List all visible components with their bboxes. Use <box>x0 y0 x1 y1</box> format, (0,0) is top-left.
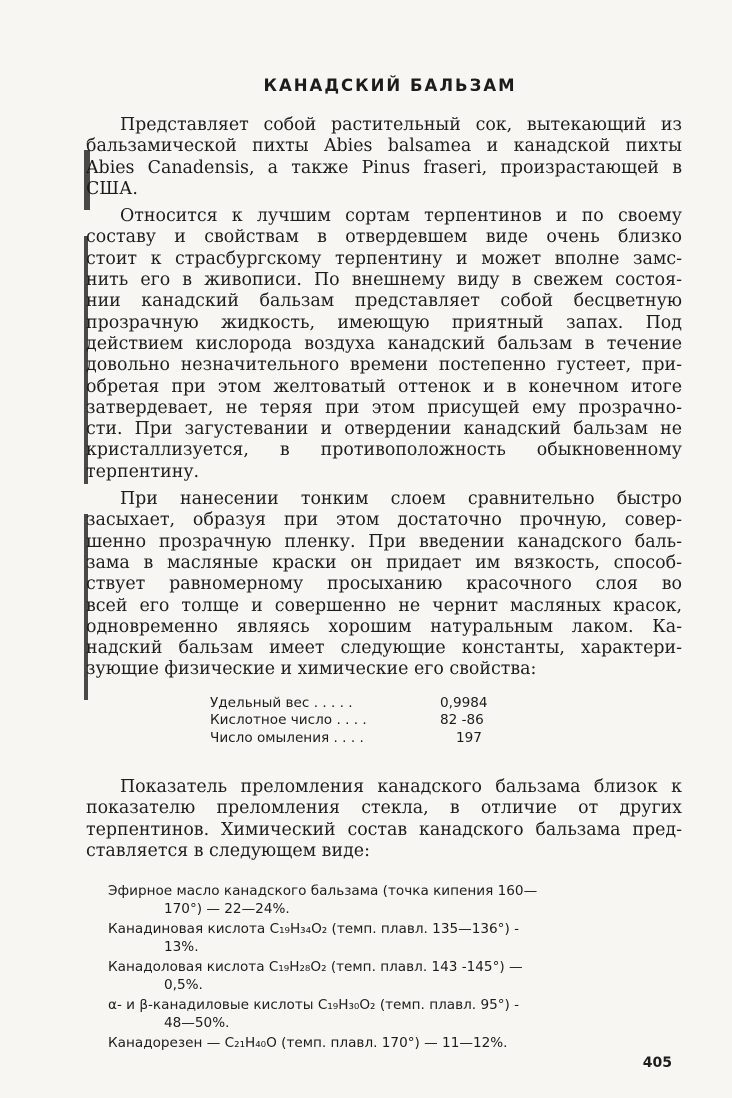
text-line: Относится к лучшим сортам терпентинов и по своему <box>120 206 682 227</box>
text-line: терпентинов. Химический состав канадского бальзама пред- <box>86 819 682 840</box>
composition-line: Канадиновая кислота C₁₉H₃₄O₂ (темп. плавл. 135—136°) - <box>108 921 519 938</box>
composition-line: α- и β-канадиловые кислоты C₁₉H₃₀O₂ (темп. плавл. 95°) - <box>108 997 520 1014</box>
text-line: Abies Canadensis, а также Pinus fraseri, произрастающей в <box>86 157 682 178</box>
text-line: зама в масляные краски он придает им вязкость, способ- <box>86 552 682 573</box>
paragraph-3 <box>86 489 682 681</box>
text-line: Показатель преломления канадского бальзама близок к <box>120 776 682 797</box>
composition-item <box>108 996 628 1032</box>
composition-line: Канадорезен — C₂₁H₄₀O (темп. плавл. 170°) — 11—12%. <box>108 1035 508 1052</box>
page-number: 405 <box>642 1055 672 1071</box>
text-line: засыхает, образуя при этом достаточно прочную, совер- <box>86 510 682 531</box>
constant-name: Удельный вес . . . . . <box>210 694 353 711</box>
text-line: прозрачную жидкость, имеющую приятный запах. Под <box>86 312 682 333</box>
constant-row <box>210 730 682 747</box>
page-title: КАНАДСКИЙ БАЛЬЗАМ <box>263 76 517 95</box>
composition-item <box>108 958 628 994</box>
constants-table <box>210 695 682 747</box>
constant-name: Число омыления . . . . <box>210 729 364 746</box>
composition-line: Канадоловая кислота C₁₉H₂₈O₂ (темп. плавл. 143 -145°) — <box>108 959 523 976</box>
text-line: При нанесении тонким слоем сравнительно быстро <box>120 489 682 510</box>
text-line: стоит к страсбургскому терпентину и может вполне замс- <box>86 248 682 269</box>
text-line: терпентину. <box>86 461 200 482</box>
composition-item <box>108 920 628 956</box>
text-line: шенно прозрачную пленку. При введении канадского баль- <box>86 531 682 552</box>
text-line: ствует равномерному просыханию красочного слоя во <box>86 574 682 595</box>
constant-value: 197 <box>456 729 482 746</box>
constant-value: 0,9984 <box>440 694 488 711</box>
text-line: нить его в живописи. По внешнему виду в свежем состоя- <box>86 270 682 291</box>
composition-line-cont: 13%. <box>164 939 199 956</box>
text-line: США. <box>86 178 138 199</box>
text-line: довольно незначительного времени постепенно густеет, при- <box>86 355 682 376</box>
text-line: зующие физические и химические его свойства: <box>86 659 537 680</box>
text-line: действием кислорода воздуха канадский бальзам в течение <box>86 333 682 354</box>
paragraph-4 <box>86 777 682 862</box>
text-line: нии канадский бальзам представляет собой бесцветную <box>86 291 682 312</box>
composition-line-cont: 0,5%. <box>164 977 203 994</box>
composition-list <box>108 882 628 1052</box>
text-line: показателю преломления стекла, в отличие от других <box>86 798 682 819</box>
text-line: обретая при этом желтоватый оттенок и в конечном итоге <box>86 376 682 397</box>
text-line: надский бальзам имеет следующие константы, характери- <box>86 638 682 659</box>
composition-line-cont: 48—50%. <box>164 1015 230 1032</box>
constant-name: Кислотное число . . . . <box>210 712 367 729</box>
text-line: затвердевает, не теряя при этом присущей ему прозрачно- <box>86 397 682 418</box>
text-line: составу и свойствам в отвердевшем виде очень близко <box>86 227 682 248</box>
composition-line: Эфирное масло канадского бальзама (точка кипения 160— <box>108 883 538 900</box>
constant-row <box>210 712 682 729</box>
text-line: Представляет собой растительный сок, вытекающий из <box>120 115 682 135</box>
text-line: бальзамической пихты Abies balsamea и канадской пихты <box>86 136 682 157</box>
constant-value: 82 -86 <box>440 712 484 729</box>
composition-item <box>108 882 628 918</box>
text-line: кристаллизуется, в противоположность обыкновенному <box>86 440 682 461</box>
text-line: одновременно являясь хорошим натуральным лаком. Ка- <box>86 616 682 637</box>
text-line: ставляется в следующем виде: <box>86 840 370 861</box>
text-line: всей его толще и совершенно не чернит масляных красок, <box>86 595 682 616</box>
text-line: сти. При загустевании и отвердении канадский бальзам не <box>86 419 682 440</box>
page-body <box>86 76 682 1054</box>
constant-row <box>210 695 682 712</box>
paragraph-2 <box>86 206 682 483</box>
paragraph-1 <box>86 115 682 200</box>
composition-line-cont: 170°) — 22—24%. <box>164 901 290 918</box>
composition-item <box>108 1034 628 1052</box>
